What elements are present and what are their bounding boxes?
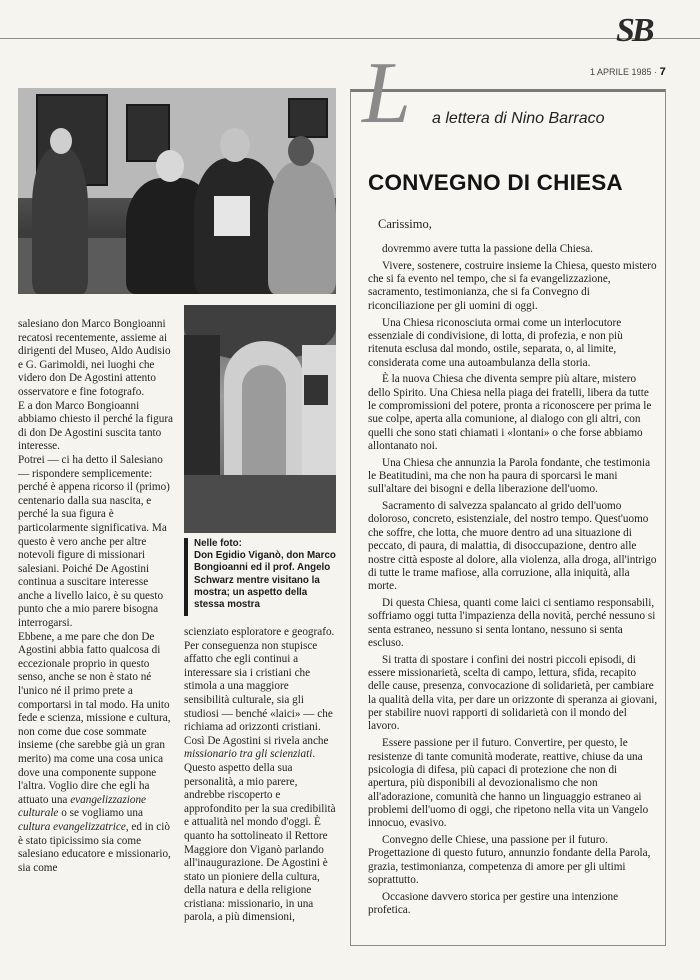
- issue-info: [590, 66, 666, 78]
- page-number: 7: [659, 66, 666, 78]
- paragraph: Potrei — ci ha detto il Salesiano — rispondere semplicemente: perché è appena ricorso il (primo) centenario dalla sua nascita, e perché la sua figura è particolarmente significativa. Ma questo è vero anche per altre notevoli figure di missionari salesiani. Poiché De Agostini continua a suscitare interesse anche a livello laico, è su questo punto che a mio parere bisogna interrogarsi.: [18, 453, 170, 630]
- byline: a lettera di Nino Barraco: [432, 110, 605, 127]
- paragraph: salesiano don Marco Bongioanni recatosi recentemente, assieme ai dirigenti del Museo, Aldo Audisio e G. Garimoldi, nei luoghi che videro don De Agostini attento osservatore e fine fotografo.: [18, 318, 171, 398]
- magazine-logo: SB: [616, 12, 652, 49]
- caption-lead: Nelle foto:: [194, 538, 242, 549]
- paragraph: Essere passione per il futuro. Convertire, per questo, le resistenze di tante comunità moderate, reattive, chiuse da una psicologia di difesa, più capaci di protezione che non di apertura, più disponibili al devozionalismo che non all'adorazione, comunità che hanno un linguaggio estraneo ai problemi dell'uomo di oggi, che ripetono nella vita un Vangelo innocuo, evasivo.: [368, 737, 649, 830]
- salutation: Carissimo,: [378, 217, 432, 231]
- issue-separator: ·: [654, 67, 658, 77]
- header-rule: [0, 38, 700, 39]
- photo-person: [268, 162, 336, 294]
- photo-caption: [184, 538, 336, 616]
- emphasis: evangelizzazione culturale: [18, 793, 147, 820]
- paragraph: Di questa Chiesa, quanti come laici ci sentiamo responsabili, soffriamo oggi tutta l'impazienza della novità, perché nessuno si senta estraneo, nessuno si senta lontano, nessuno si senta escluso.: [368, 596, 656, 649]
- paragraph: Ebbene, a me pare che don De Agostini abbia fatto qualcosa di eccezionale proprio in questo senso, anche se non è stato né l'unico né il primo prete a comportarsi in tal modo. Ha unito fede e scienza, missione e cultura, non come due cose sommate insieme (che sarebbe già un gran merito) ma come una cosa unica dove una componente suppone l'altra. Voglio dire che egli ha attuato una evangelizzazione culturale o se vogliamo una cultura evangelizzatrice, ed in ciò è stato tipicissimo sia come salesiano educatore e missionario, sia come: [18, 630, 171, 874]
- photo-arch-inner: [242, 365, 286, 485]
- photo-exhibit-frame: [304, 375, 328, 405]
- paragraph: Una Chiesa che annunzia la Parola fondante, che testimonia le Beatitudini, ma che non ha paura di sporcarsi le mani sull'altare dei bisogni e della liberazione dell'uomo.: [368, 456, 651, 496]
- paragraph: Occasione davvero storica per gestire una intenzione profetica.: [368, 890, 619, 917]
- paragraph: È la nuova Chiesa che diventa sempre più altare, mistero dello Spirito. Una Chiesa nella piaga dei fratelli, libera da tutte le compromissioni del potere, pronta a riconoscere per prima le sue colpe, aperta alla comunione, al dialogo con gli altri, con quelli che sono stati chiamati i «lontani» o che forse abbiamo allontanato noi.: [368, 373, 652, 452]
- body-column-2: [184, 626, 336, 925]
- photo-wall-left: [184, 335, 220, 485]
- paragraph: scienziato esploratore e geografo. Per conseguenza non stupisce affatto che egli continui a interessare sia i cristiani che stimola a una maggiore sensibilità culturale, sia gli studiosi — benché «laici» — che richiama ad orizzonti cristiani. Così De Agostini si rivela anche missionario tra gli scienziati. Questo aspetto della sua personalità, a mio parere, andrebbe riscoperto e approfondito per la sua credibilità e attualità nel mondo d'oggi. È quanto ha sottolineato il Rettore Maggiore don Viganò parlando all'inaugurazione. De Agostini è stato un pioniere della cultura, della natura e della religione cristiana: missionario, in una parola, a più dimensioni,: [184, 626, 336, 924]
- photo-person: [32, 148, 88, 294]
- article-body: [368, 243, 658, 921]
- paragraph: Convegno delle Chiese, una passione per il futuro. Progettazione di questo futuro, annunzio fondante della Parola, grazia, testimonianza, competenza di amore per gli ultimi soprattutto.: [368, 833, 651, 886]
- body-column-1: [18, 318, 174, 875]
- paragraph: Una Chiesa riconosciuta ormai come un interlocutore essenziale di condivisione, di lotta, di profezia, e non più ritenuta esclusa dal mondo, ostile, separata, o, al limite, considerata come una autoambulanza della storia.: [368, 316, 623, 369]
- paragraph: E a don Marco Bongioanni abbiamo chiesto il perché la figura di don De Agostini suscita tanto interesse.: [18, 399, 174, 453]
- emphasis: missionario tra gli scienziati: [184, 748, 313, 761]
- photo-exhibit-frame: [288, 98, 328, 138]
- article-title: CONVEGNO DI CHIESA: [368, 170, 623, 195]
- photo-document: [214, 196, 250, 236]
- emphasis: cultura evangelizzatrice: [18, 820, 126, 833]
- photo-wall-right: [302, 345, 336, 495]
- caption-text: Don Egidio Viganò, don Marco Bongioanni ed il prof. Angelo Schwarz mentre visitano la mostra; un aspetto della stessa mostra: [194, 550, 336, 611]
- photo-floor: [184, 475, 336, 533]
- exhibition-hall-photo: [184, 305, 336, 533]
- paragraph: Si tratta di spostare i confini dei nostri piccoli episodi, di essere missionarietà, scelta di campo, lettura, sfida, recapito delle cause, presenza, convocazione di solidarietà, per cambiare la qualità della vita, per dare un orizzonte di speranza ai giovani, per stabilire nuovi rapporti di solidarietà con il mondo del lavoro.: [368, 653, 658, 733]
- paragraph: Sacramento di salvezza spalancato al grido dell'uomo doloroso, concreto, esistenziale, del nostro tempo. Quest'uomo che soffre, che lotta, che muore dentro ad una situazione di peccato, di paura, di malattia, di disoccupazione, dentro alle nostre città esposte al dolore, alla violenza, alla droga, all'intrigo di tutte le trame mafiose, alla corruzione, alla iniquità, alla morte.: [368, 500, 657, 593]
- paragraph: Vivere, sostenere, costruire insieme la Chiesa, questo mistero che si fa evento nel tempo, che si fa evangelizzazione, sacramento, testimonianza, che si fa Convegno di riconciliazione per gli uomini di oggi.: [368, 259, 657, 312]
- exhibition-visit-photo: [18, 88, 336, 294]
- issue-date: 1 APRILE 1985: [590, 67, 652, 77]
- byline-dropcap: L: [362, 45, 411, 142]
- paragraph: dovremmo avere tutta la passione della Chiesa.: [382, 243, 593, 255]
